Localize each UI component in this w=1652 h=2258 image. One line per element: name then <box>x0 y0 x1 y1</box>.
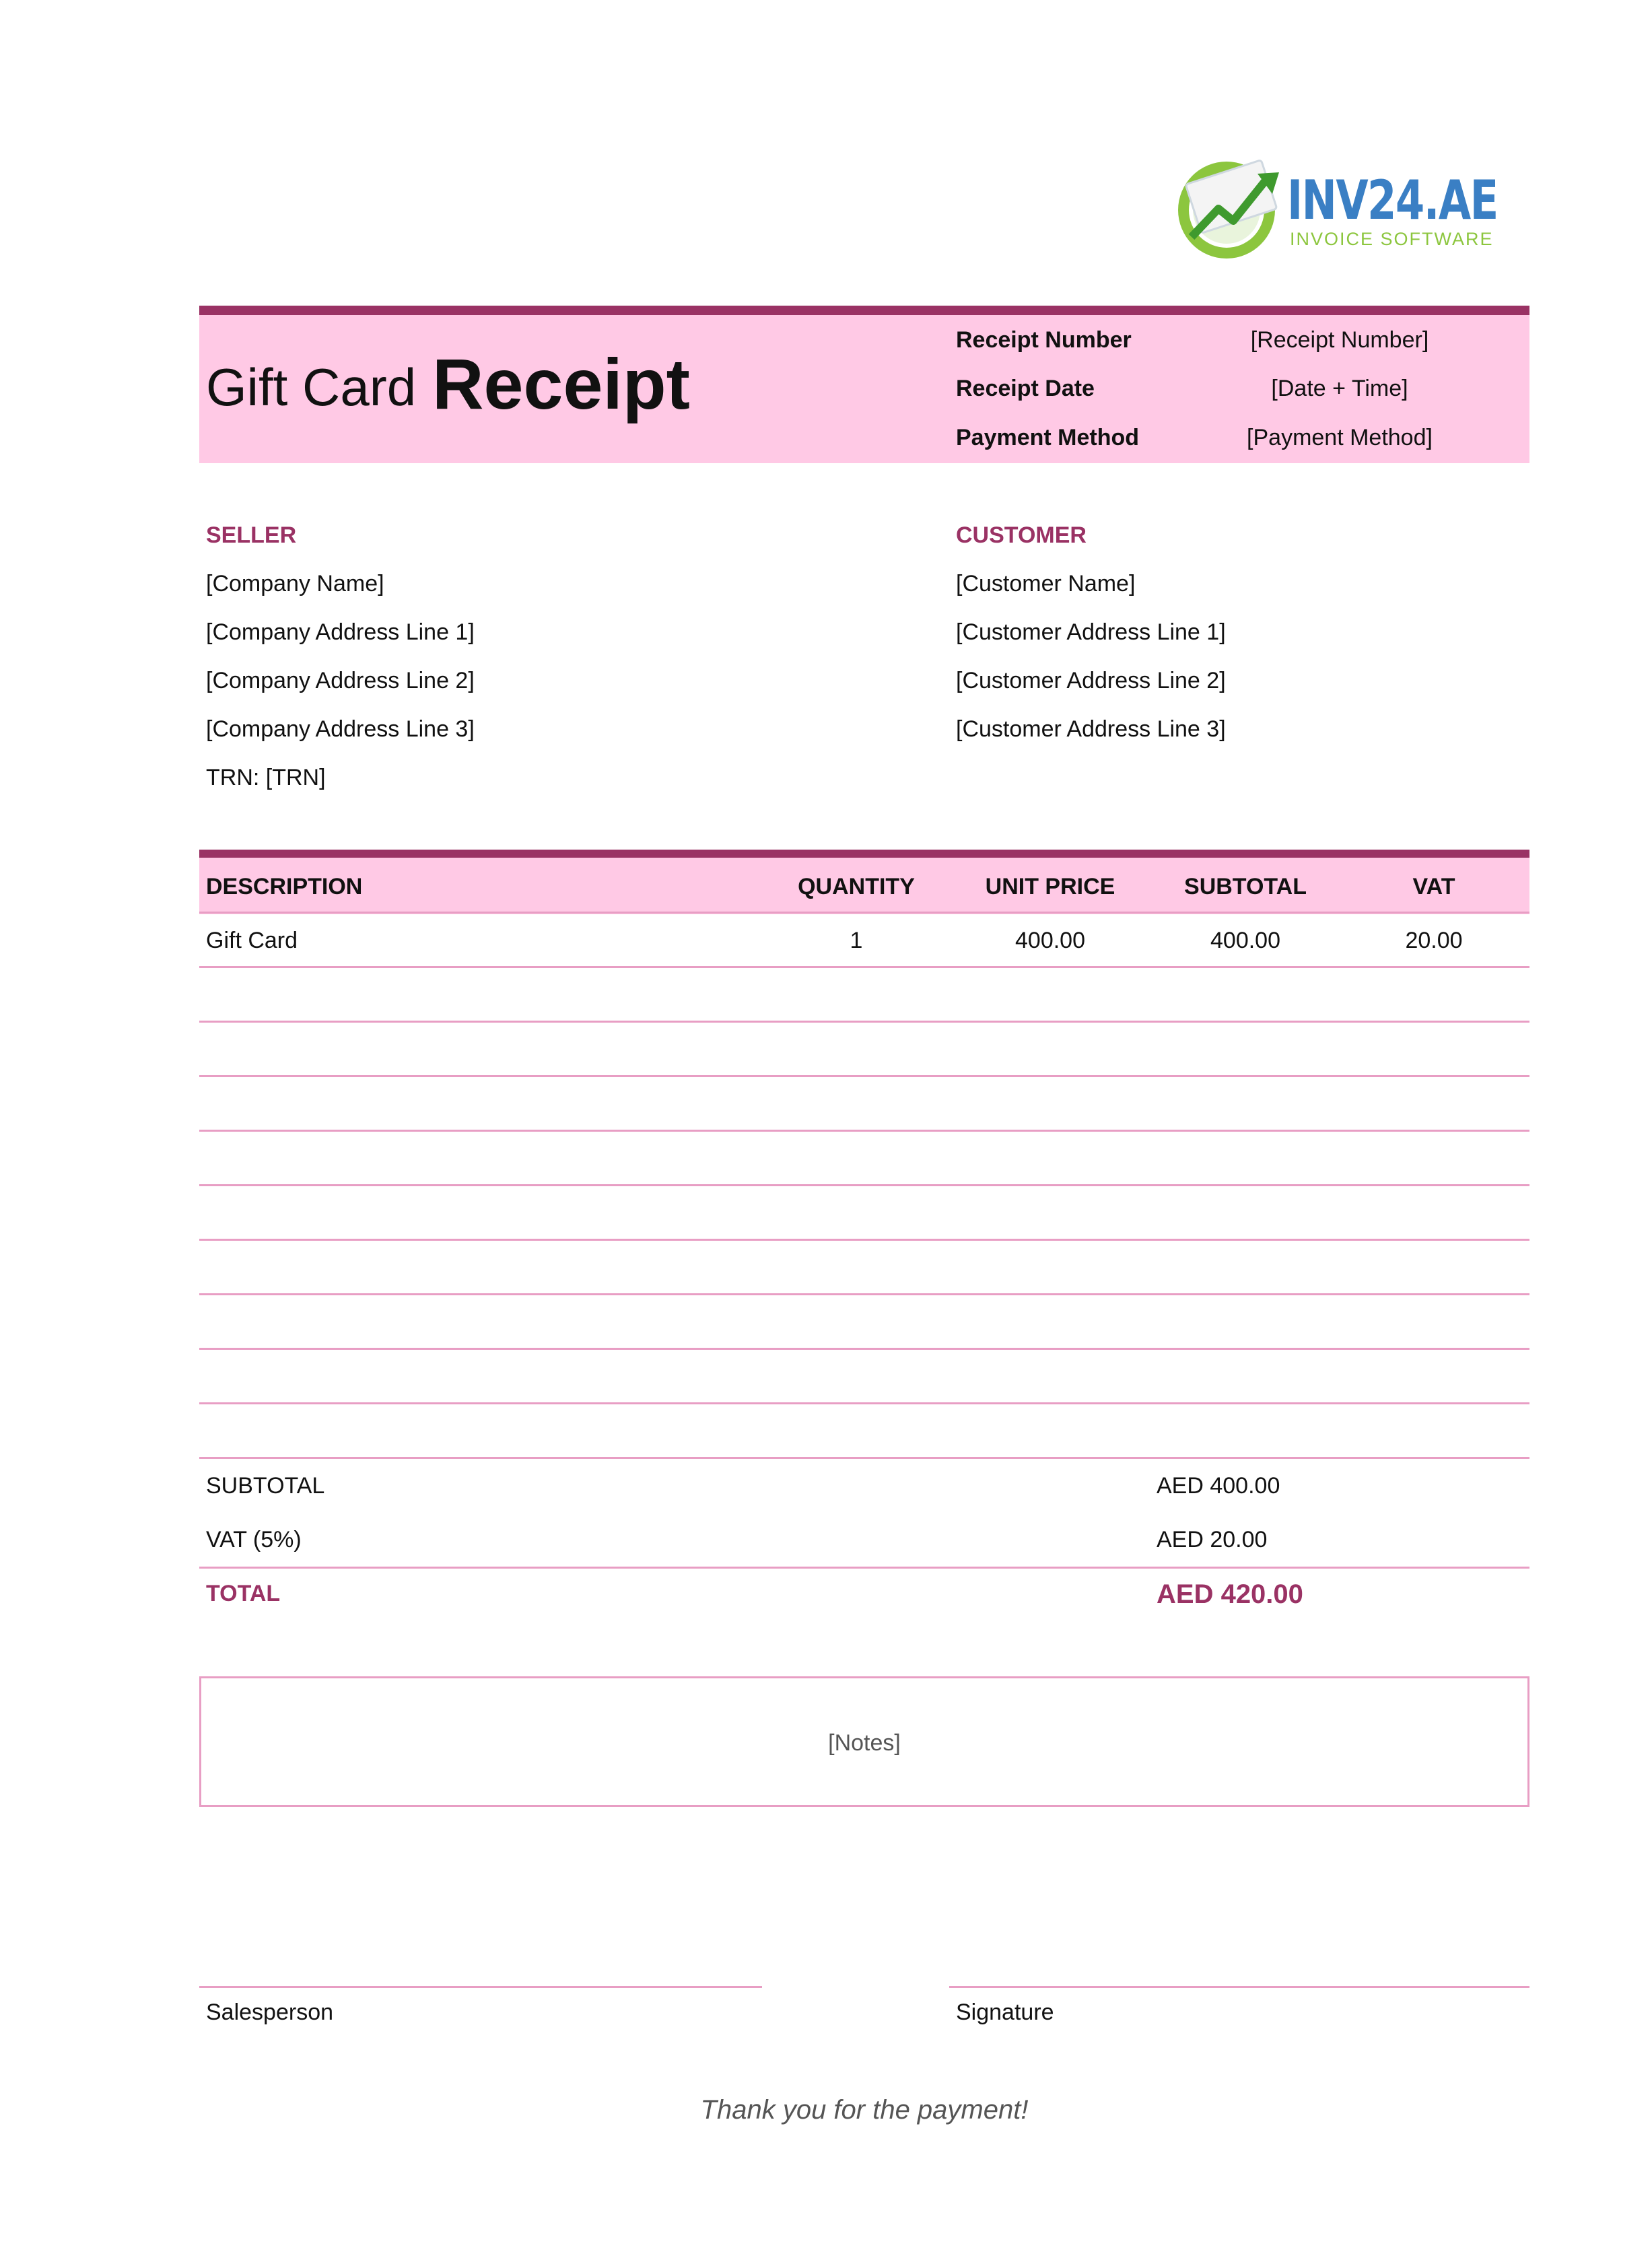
item-quantity: 1 <box>850 928 863 953</box>
title-receipt: Receipt <box>432 345 690 424</box>
table-row-divider <box>199 1075 1529 1077</box>
column-quantity: QUANTITY <box>798 874 915 899</box>
table-row-divider <box>199 1348 1529 1350</box>
table-row-divider <box>199 1457 1529 1459</box>
customer-address-line-3: [Customer Address Line 3] <box>956 716 1226 742</box>
item-subtotal: 400.00 <box>1210 928 1280 953</box>
subtotal-label: SUBTOTAL <box>206 1473 325 1499</box>
salesperson-signature-line <box>199 1986 762 1988</box>
table-row-divider <box>199 1293 1529 1295</box>
customer-address-line-1: [Customer Address Line 1] <box>956 619 1226 645</box>
customer-signature-line <box>949 1986 1529 1988</box>
seller-address-line-1: [Company Address Line 1] <box>206 619 475 645</box>
table-row-divider <box>199 1402 1529 1404</box>
table-row-divider <box>199 1184 1529 1186</box>
totals-divider <box>199 1567 1529 1569</box>
item-vat: 20.00 <box>1405 928 1463 953</box>
receipt-date-value: [Date + Time] <box>1271 376 1408 401</box>
total-label: TOTAL <box>206 1581 281 1606</box>
seller-trn: TRN: [TRN] <box>206 765 326 790</box>
customer-address-line-2: [Customer Address Line 2] <box>956 668 1226 693</box>
seller-address-line-3: [Company Address Line 3] <box>206 716 475 742</box>
vat-value: AED 20.00 <box>1157 1527 1268 1552</box>
receipt-number-label: Receipt Number <box>956 327 1132 353</box>
table-row-divider <box>199 1239 1529 1241</box>
seller-heading: SELLER <box>206 522 297 548</box>
vat-label: VAT (5%) <box>206 1527 302 1552</box>
salesperson-label: Salesperson <box>206 1999 334 2025</box>
item-description: Gift Card <box>206 928 298 953</box>
customer-heading: CUSTOMER <box>956 522 1087 548</box>
column-vat: VAT <box>1412 874 1455 899</box>
column-subtotal: SUBTOTAL <box>1184 874 1307 899</box>
table-row-divider <box>199 1021 1529 1023</box>
logo-brand-text: INV24.AE <box>1287 169 1498 232</box>
thank-you-note: Thank you for the payment! <box>700 2095 1029 2125</box>
seller-address-line-2: [Company Address Line 2] <box>206 668 475 693</box>
subtotal-value: AED 400.00 <box>1157 1473 1280 1499</box>
logo-tagline: INVOICE SOFTWARE <box>1290 229 1494 249</box>
title-gift-card: Gift Card <box>206 357 417 417</box>
table-row-divider <box>199 966 1529 968</box>
signature-label: Signature <box>956 1999 1054 2025</box>
column-unit-price: UNIT PRICE <box>985 874 1115 899</box>
payment-method-label: Payment Method <box>956 425 1140 450</box>
receipt-number-value: [Receipt Number] <box>1250 327 1429 353</box>
table-row-divider <box>199 912 1529 914</box>
total-value: AED 420.00 <box>1157 1579 1303 1609</box>
notes-text: [Notes] <box>828 1730 901 1756</box>
item-unit-price: 400.00 <box>1015 928 1085 953</box>
customer-name: [Customer Name] <box>956 571 1136 596</box>
receipt-date-label: Receipt Date <box>956 376 1095 401</box>
table-row-divider <box>199 1130 1529 1132</box>
payment-method-value: [Payment Method] <box>1247 425 1433 450</box>
column-description: DESCRIPTION <box>206 874 363 899</box>
seller-company-name: [Company Name] <box>206 571 384 596</box>
